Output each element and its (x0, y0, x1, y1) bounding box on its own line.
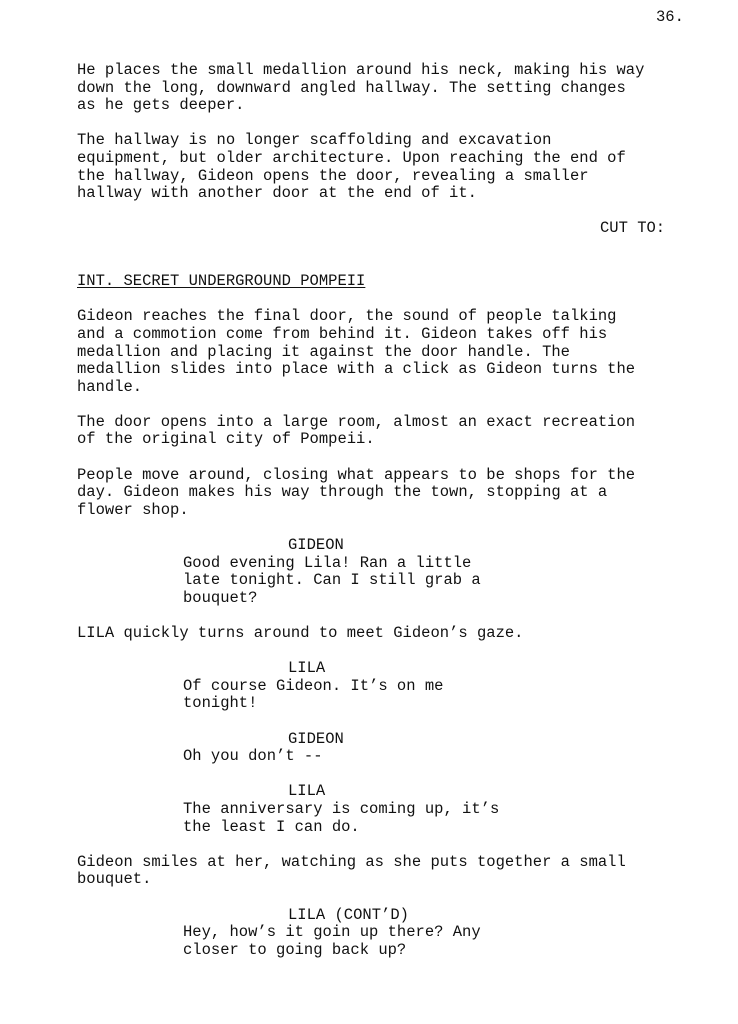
action-paragraph: The door opens into a large room, almost an exact recreation of the original city of Pompeii. (77, 412, 636, 449)
dialogue-block (77, 907, 727, 960)
action-paragraph: People move around, closing what appears to be shops for the day. Gideon makes his way through the town, stopping at a flower shop. (77, 465, 636, 519)
transition-cut-to: CUT TO: (600, 219, 666, 238)
dialogue-block (77, 783, 727, 836)
character-name: LILA (CONT’D) (288, 905, 409, 924)
action-paragraph: Gideon smiles at her, watching as she puts together a small bouquet. (77, 852, 626, 889)
page-number: 36. (656, 8, 684, 26)
character-name: LILA (288, 782, 326, 801)
dialogue-text: Hey, how’s it goin up there? Any closer to going back up? (183, 923, 481, 959)
dialogue-text: Good evening Lila! Ran a little late tonight. Can I still grab a bouquet? (183, 553, 481, 607)
dialogue-text: Oh you don’t -- (183, 747, 323, 766)
action-paragraph: LILA quickly turns around to meet Gideon’s gaze. (77, 624, 524, 642)
dialogue-text: Of course Gideon. It’s on me tonight! (183, 676, 444, 713)
dialogue-block (77, 731, 727, 766)
action-paragraph: He places the small medallion around his neck, making his way down the long, downward angled hallway. The setting changes as he gets deeper. (77, 61, 645, 115)
scene-heading: INT. SECRET UNDERGROUND POMPEII (77, 272, 366, 291)
character-name: GIDEON (288, 729, 344, 748)
action-paragraph: Gideon reaches the final door, the sound of people talking and a commotion come from behind it. Gideon takes off his medallion and placing it against the door handle. The medallion slides into place with a click as Gideon turns the handle. (77, 307, 636, 396)
character-name: GIDEON (288, 536, 344, 555)
screenplay-body (77, 62, 727, 977)
action-paragraph: The hallway is no longer scaffolding and excavation equipment, but older architecture. Upon reaching the end of the hallway, Gideon opens the door, revealing a smaller hallway with another door at the end of it. (77, 131, 626, 203)
dialogue-text: The anniversary is coming up, it’s the least I can do. (183, 799, 500, 836)
dialogue-block (77, 660, 727, 713)
character-name: LILA (288, 659, 326, 678)
dialogue-block (77, 537, 727, 607)
